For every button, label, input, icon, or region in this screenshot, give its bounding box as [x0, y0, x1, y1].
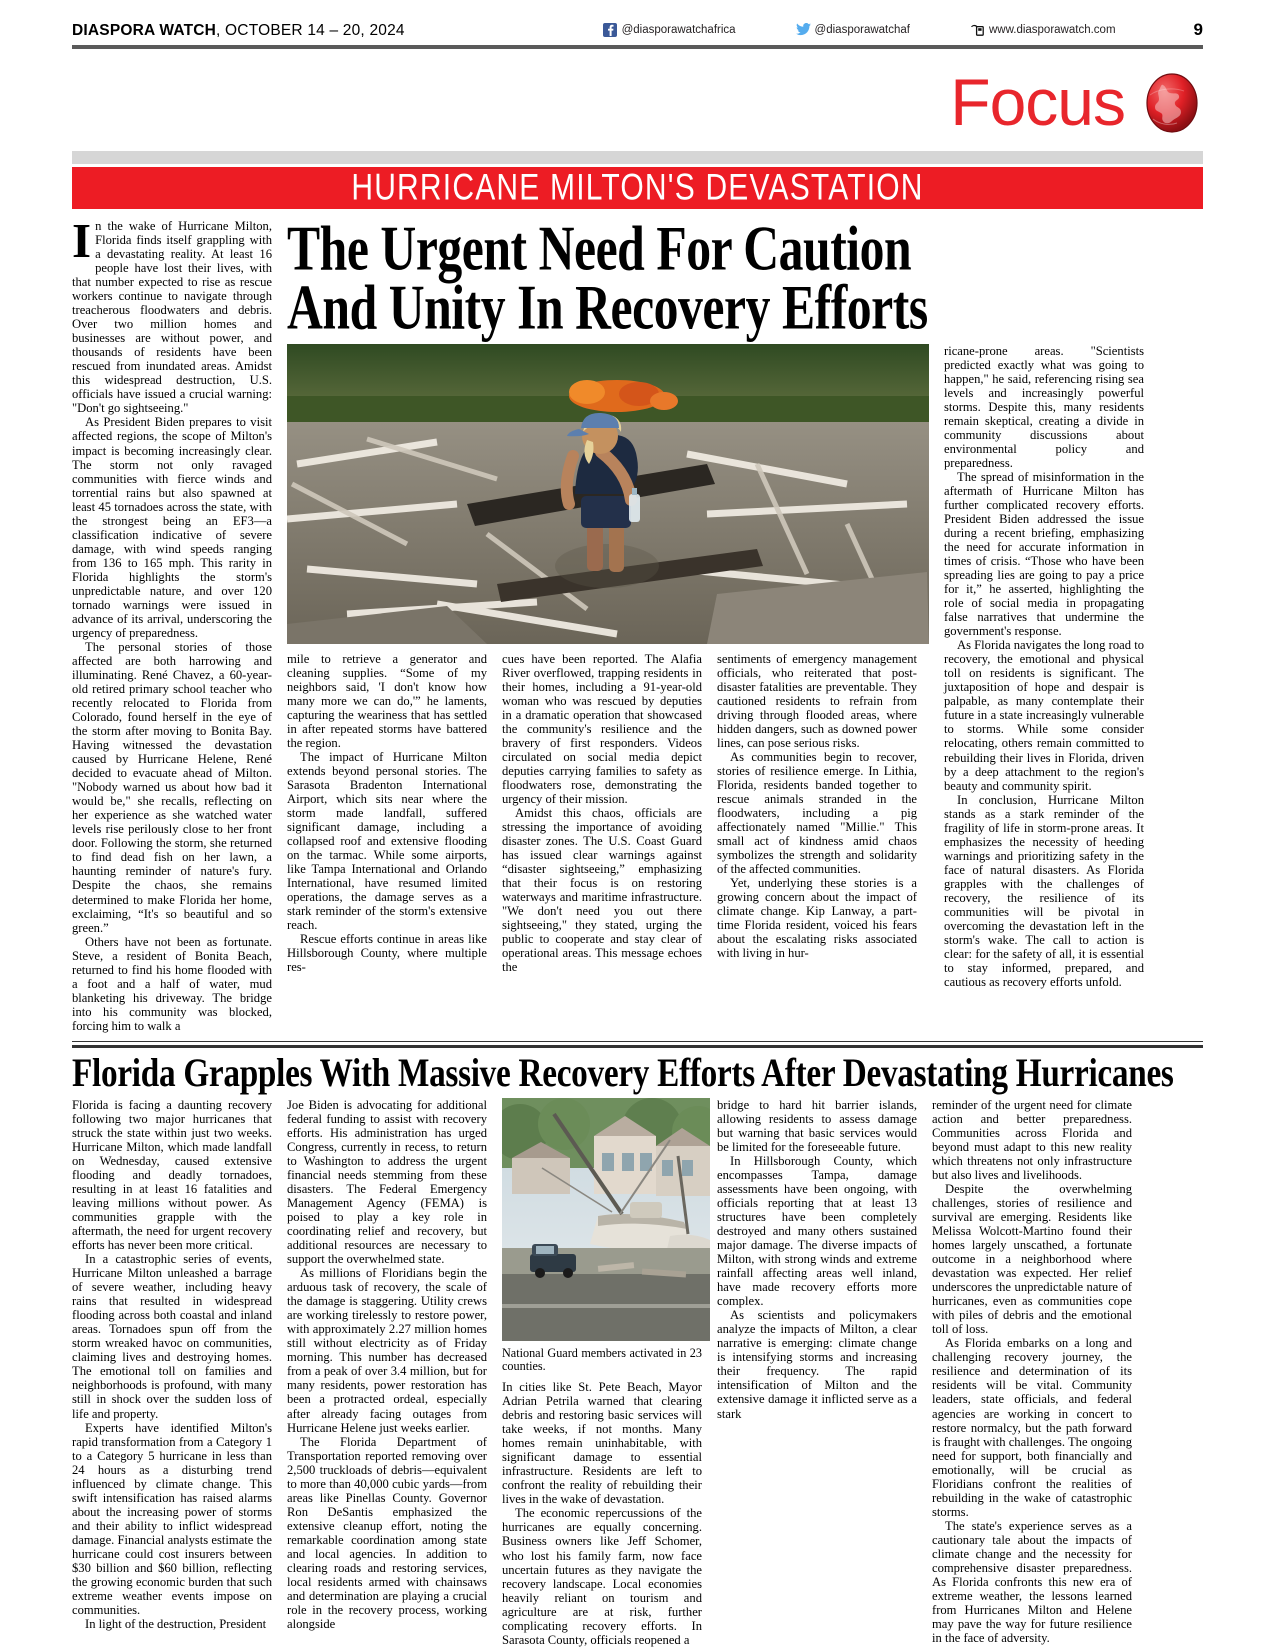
paragraph: As Florida embarks on a long and challenging recovery journey, the resilience and determination of its residents will be vital. Community leaders, state officials, and federal agencies are working in concert to restore normalcy, but the path forward is fraught with challenges. The ongoing need for support, both financially and emotionally, will be crucial as Floridians confront the realities of rebuilding in the wake of catastrophic storms. [932, 1336, 1132, 1519]
paragraph: Others have not been as fortunate. Steve, a resident of Bonita Beach, returned to find his home flooded with a foot and a half of water, mud blanketing his driveway. The bridge into his community was blocked, forcing him to walk a [72, 934, 272, 1033]
paragraph: In light of the destruction, President [85, 1616, 267, 1631]
paragraph: bridge to hard hit barrier islands, allowing residents to assess damage but warning that basic services would be limited for the foreseeable future. [717, 1097, 917, 1154]
article1-column-2 [287, 652, 487, 975]
article2-column-3 [502, 1098, 702, 1647]
masthead [72, 0, 1203, 40]
twitter-icon [796, 23, 810, 37]
social-facebook[interactable] [603, 23, 736, 37]
newspaper-page [72, 0, 1203, 1650]
beached-sailboat-photo [502, 1098, 710, 1341]
hurricane-debris-photo [287, 344, 929, 644]
paragraph: Yet, underlying these stories is a growing concern about the impact of climate change. Kip Lanway, a part-time Florida resident, voiced his fears about the escalating risks associated with living in hur- [717, 876, 917, 961]
paragraph: Despite the overwhelming challenges, stories of resilience and survival are emerging. Residents like Melissa Wolcott-Martino found their homes largely unscathed, a fortunate outcome in a neighborhood where devastation was expected. Her relief underscores the unpredictable nature of hurricanes, even as communities cope with piles of debris and the emotional toll of loss. [932, 1182, 1132, 1337]
paragraph: Florida is facing a daunting recovery following two major hurricanes that struck the state within just two weeks. Hurricane Milton, which made landfall on Wednesday, caused extensive flooding and deadly tornadoes, resulting in at least 16 fatalities and leaving millions without power. As communities grapple with the aftermath, the need for urgent recovery efforts has never been more critical. [72, 1097, 272, 1253]
paragraph: The spread of misinformation in the aftermath of Hurricane Milton has further complicated recovery efforts. President Biden addressed the issue during a recent briefing, emphasizing the need for accurate information in times of crisis. “Those who have been spreading lies are going to pay a price for it,” he asserted, highlighting the role of social media in propagating false narratives that undermine the government's response. [944, 469, 1144, 639]
page-title: The Urgent Need For Caution [287, 213, 912, 284]
article2-title: Florida Grapples With Massive Recovery Efforts After Devastating Hurricanes [72, 1050, 1174, 1095]
article2-column-5 [932, 1098, 1132, 1647]
twitter-handle: @diasporawatchaf [814, 24, 910, 36]
paragraph: In conclusion, Hurricane Milton stands as a stark reminder of the fragility of life in storm-prone areas. It emphasizes the necessity of heeding warnings and prioritizing safety in the face of natural disasters. As Florida grapples with the challenges of recovery, the resilience of its communities will be pivotal in overcoming the devastation left in the storm's wake. The call to action is clear: for the safety of all, it is essential to stay informed, prepared, and cautious as recovery efforts unfold. [944, 792, 1144, 989]
paragraph: Joe Biden is advocating for additional federal funding to assist with recovery efforts. His administration has urged Congress, currently in recess, to return to Washington to address the urgent financial needs stemming from these disasters. The Federal Emergency Management Agency (FEMA) is poised to play a key role in coordinating relief and recovery, but additional resources are necessary to support the overwhelmed state. [287, 1097, 487, 1267]
social-website[interactable] [970, 23, 1116, 37]
article-hurricane-milton [72, 213, 1203, 1033]
article2-columns [72, 1098, 1203, 1647]
article2-column-1 [72, 1098, 272, 1647]
paragraph: reminder of the urgent need for climate action and better preparedness. Communities across Florida and beyond must adapt to this new reality which threatens not only infrastructure but also lives and livelihoods. [932, 1097, 1132, 1182]
facebook-icon [603, 23, 617, 37]
page-number: 9 [1193, 20, 1203, 39]
paragraph: As communities begin to recover, stories of resilience emerge. In Lithia, Florida, residents banded together to rescue animals stranded in the floodwaters, including a pig affectionately named "Millie." This small act of kindness amid chaos symbolizes the strength and solidarity of the affected communities. [717, 749, 917, 877]
paragraph: As President Biden prepares to visit affected regions, the scope of Milton's impact is becoming increasingly clear. The storm not only ravaged communities with fierce winds and torrential rains but also spawned at least 45 tornadoes across the state, with the strongest being an EF3—a classification indicative of severe damage, with wind speeds ranging from 136 to 165 mph. This rarity in Florida highlights the storm's unpredictable nature, and over 120 tornado warnings were issued in advance of its arrival, underscoring the urgency of preparedness. [72, 415, 272, 640]
issue-date: , OCTOBER 14 – 20, 2024 [216, 22, 405, 39]
paragraph: As Florida navigates the long road to recovery, the emotional and physical toll on residents is significant. The juxtaposition of hope and despair is palpable, as many contemplate their future in a state increasingly vulnerable to storms. While some consider relocating, others remain committed to rebuilding their lives in Florida, driven by a deep attachment to the region's beauty and community spirit. [944, 638, 1144, 793]
section-title: Focus [950, 65, 1125, 139]
paragraph: mile to retrieve a generator and cleaning supplies. “Some of my neighbors said, 'I don't know how many more we can do,'” he laments, capturing the weariness that has settled in after repeated storms have battered the region. [287, 651, 487, 750]
social-twitter[interactable] [796, 23, 910, 37]
photo-caption: National Guard members activated in 23 counties. [502, 1345, 702, 1374]
article2-column-2 [287, 1098, 487, 1647]
section-header [72, 49, 1203, 141]
paragraph: The impact of Hurricane Milton extends beyond personal stories. The Sarasota Bradenton International Airport, which sits near where the storm made landfall, suffered significant damage, including a collapsed roof and extensive flooding on the tarmac. While some airports, like Tampa International and Orlando International, have resumed limited operations, the damage serves as a stark reminder of the storm's extensive reach. [287, 749, 487, 933]
paragraph: As millions of Floridians begin the arduous task of recovery, the scale of the damage is staggering. Utility crews are working tirelessly to restore power, with approximately 2.27 million homes still without electricity as of Friday morning. This number has decreased from a peak of over 3.4 million, but for many residents, power restoration has been a protracted ordeal, especially after already facing outages from Hurricane Helene just weeks earlier. [287, 1266, 487, 1435]
paragraph: As scientists and policymakers analyze the impacts of Milton, a clear narrative is emerging: climate change is intensifying storms and increasing their frequency. The rapid intensification of Milton and the extensive damage it inflicted serve as a stark [717, 1308, 917, 1421]
article1-column-5 [944, 344, 1144, 989]
paragraph: ricane-prone areas. "Scientists predicted exactly what was going to happen," he said, referencing rising sea levels and increasingly powerful storms. Despite this, many residents remain skeptical, creating a divide in community discussions about environmental policy and preparedness. [944, 343, 1144, 470]
article-divider-thin [72, 1041, 1203, 1042]
paragraph: In the wake of Hurricane Milton, Florida finds itself grappling with a devastating reality. At least 16 people have lost their lives, with that number expected to rise as rescue workers continue to navigate through treacherous floodwaters and debris. Over two million homes and businesses are without power, and thousands of residents have been rescued from inundated areas. Amidst this widespread destruction, U.S. officials have issued a crucial warning: "Don't go sightseeing." [72, 213, 272, 416]
paper-name: DIASPORA WATCH [72, 22, 217, 39]
article2-column-4 [717, 1098, 917, 1647]
page-title-line2: And Unity In Recovery Efforts [287, 272, 928, 344]
website-icon [970, 23, 984, 37]
article-florida-recovery [72, 1050, 1203, 1647]
website-url: www.diasporawatch.com [988, 24, 1116, 36]
paragraph: Experts have identified Milton's rapid transformation from a Category 1 to a Category 5 hurricane in less than 24 hours as a disturbing trend influenced by climate change. This swift intensification has raised alarms about the increasing power of storms and their ability to inflict widespread damage. Financial analysts estimate the hurricane could cost insurers between $30 billion and $60 billion, reflecting the growing economic burden that such extreme weather events impose on communities. [72, 1420, 272, 1617]
paragraph: The Florida Department of Transportation reported removing over 2,500 truckloads of debris—equivalent to more than 40,000 cubic yards—from areas like Pinellas County. Governor Ron DeSantis emphasized the extensive cleanup effort, noting the remarkable coordination among state and local agencies. In addition to clearing roads and restoring services, local residents armed with chainsaws and determination are playing a crucial role in the recovery process, working alongside [287, 1434, 487, 1631]
paragraph: The state's experience serves as a cautionary tale about the impacts of climate change and the necessity for comprehensive disaster preparedness. As Florida confronts this new era of extreme weather, the lessons learned from Hurricanes Milton and Helene may pave the way for future resilience in the face of adversity. [932, 1518, 1132, 1645]
banner-title: HURRICANE MILTON'S DEVASTATION [351, 166, 924, 208]
article1-column-3 [502, 652, 702, 975]
section-banner [72, 167, 1203, 209]
paragraph: Amidst this chaos, officials are stressing the importance of avoiding disaster zones. The U.S. Coast Guard has issued clear warnings against “disaster sightseeing,” emphasizing that their focus is on restoring waterways and maritime infrastructure. "We don't need you out there sightseeing," they stated, urging the public to cooperate and stay clear of operational areas. This message echoes the [502, 805, 702, 975]
article1-column-4 [717, 652, 917, 975]
paragraph: cues have been reported. The Alafia River overflowed, trapping residents in their homes, including a 91-year-old woman who was rescued by deputies in a dramatic operation that showcased the community's resilience and the bravery of first responders. Videos circulated on social media depict deputies carrying families to safety as floodwaters rose, demonstrating the urgency of their mission. [502, 651, 702, 806]
paragraph: In a catastrophic series of events, Hurricane Milton unleashed a barrage of severe weather, including heavy rains that resulted in widespread flooding across both coastal and inland areas. Tornadoes spun off from the storm wreaked havoc on communities, claiming lives and destroying homes. The emotional toll on families and neighborhoods is profound, with many still in shock over the sudden loss of life and property. [72, 1252, 272, 1421]
facebook-handle: @diasporawatchafrica [621, 24, 736, 36]
globe-icon [1141, 71, 1203, 133]
paragraph: In Hillsborough County, which encompasses Tampa, damage assessments have been ongoing, with officials reporting that at least 13 structures have been completely destroyed and many others sustained major damage. The diverse impacts of Milton, with strong winds and extreme rainfall affecting areas well inland, have made recovery efforts more complex. [717, 1153, 917, 1309]
article1-column-1 [72, 213, 272, 1033]
paragraph: In cities like St. Pete Beach, Mayor Adrian Petrila warned that clearing debris and restoring basic services will take weeks, if not months. Many homes remain uninhabitable, with significant damage to essential infrastructure. Residents are left to confront the reality of rebuilding their lives in the wake of devastation. [502, 1380, 702, 1507]
gray-accent-bar [72, 151, 1203, 164]
article-divider-thick [72, 1045, 1203, 1048]
paragraph: Rescue efforts continue in areas like Hillsborough County, where multiple res- [287, 932, 487, 975]
paragraph: sentiments of emergency management officials, who reiterated that post-disaster fatalities are preventable. They cautioned residents to refrain from driving through flooded areas, where hidden dangers, such as downed power lines, can pose serious risks. [717, 651, 917, 750]
masthead-social-links [603, 20, 1203, 40]
paragraph: The personal stories of those affected are both harrowing and illuminating. René Chavez, a 60-year-old retired primary school teacher who recently relocated to Florida from Colorado, found herself in the eye of the storm after moving to Bonita Bay. Having witnessed the devastation caused by Hurricane Helene, René decided to evacuate ahead of Milton. "Nobody warned us about how bad it would be," she recalls, reflecting on her experience as she watched water levels rise perilously close to her front door. Following the storm, she returned to find dead fish on her lawn, a haunting reminder of nature's fury. Despite the chaos, she remains determined to make Florida her home, exclaiming, “It's so beautiful and so green.” [72, 639, 272, 935]
paragraph: The economic repercussions of the hurricanes are equally concerning. Business owners like Jeff Schomer, who lost his family farm, now face uncertain futures as they navigate the recovery landscape. Local economies heavily reliant on tourism and agriculture are at risk, further complicating recovery efforts. In Sarasota County, officials reopened a [502, 1506, 702, 1647]
masthead-left [72, 22, 405, 40]
